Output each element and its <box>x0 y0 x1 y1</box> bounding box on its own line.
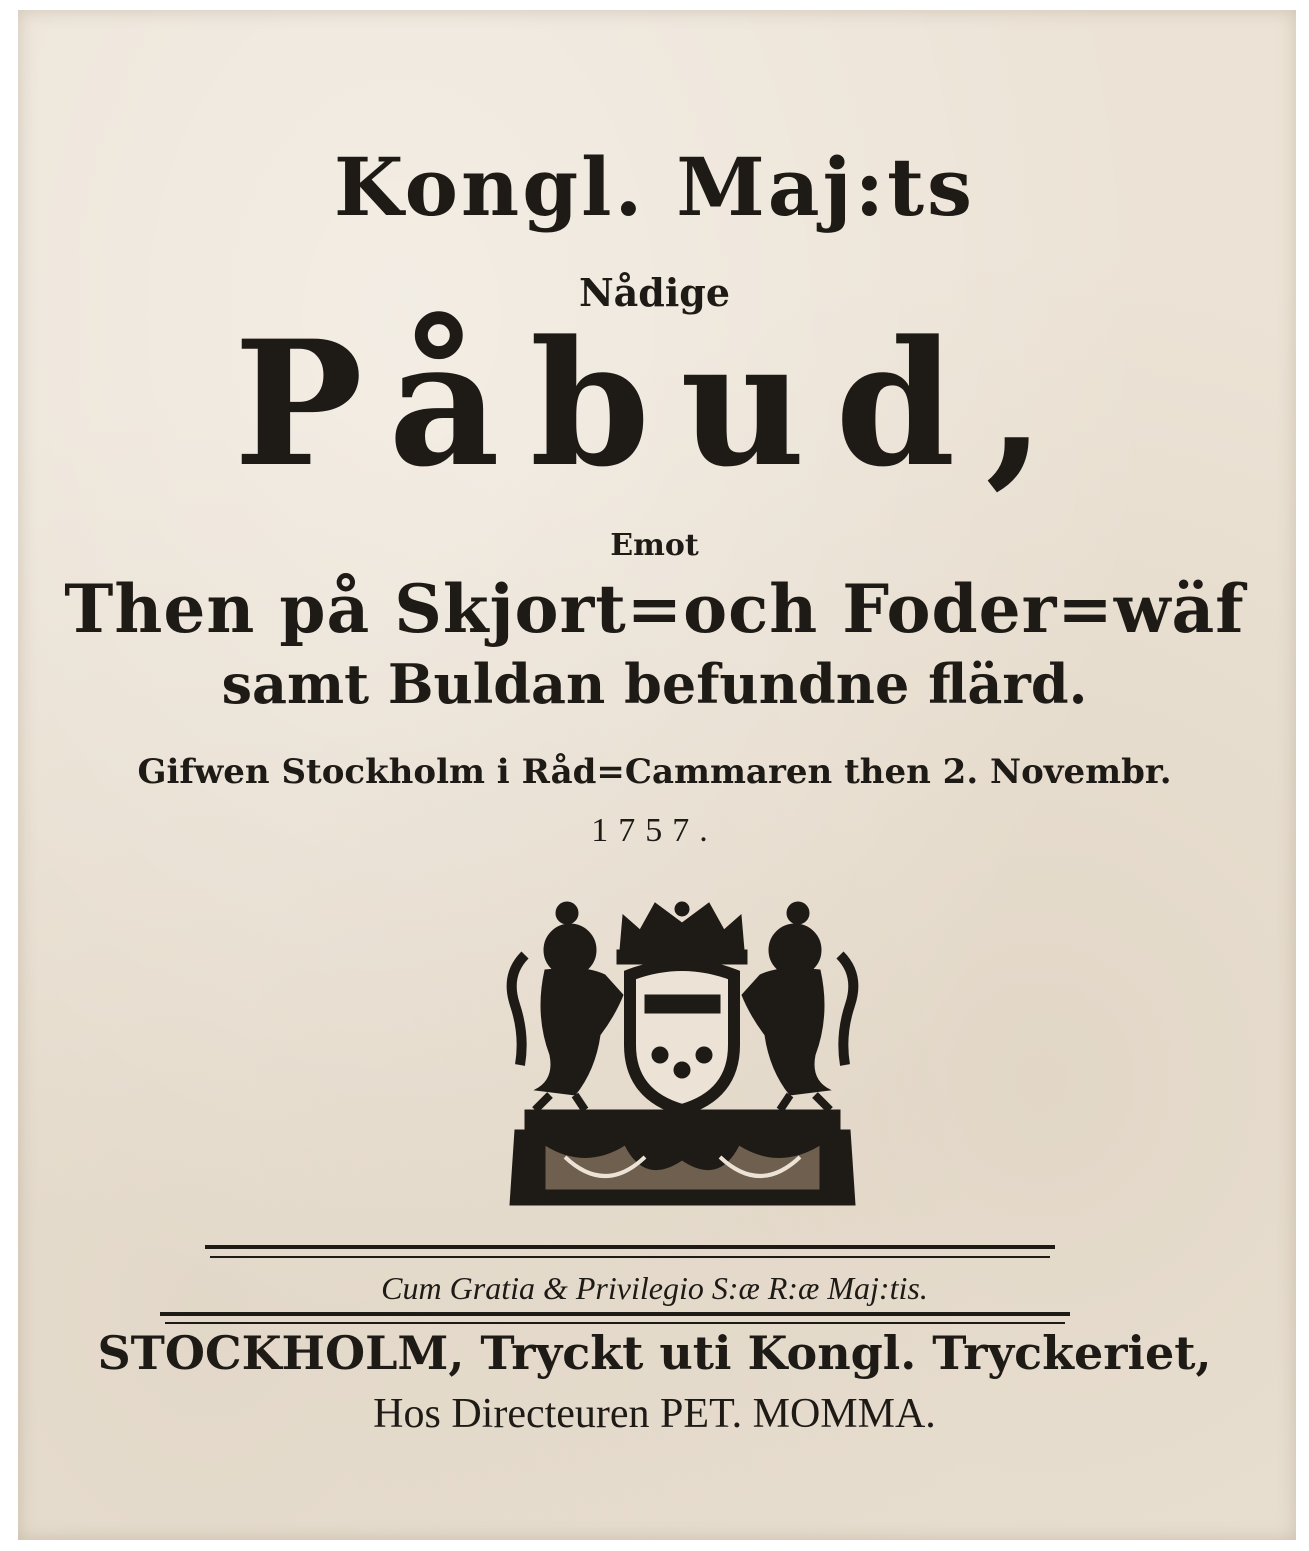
subtitle-skjort-foder: Then på Skjort=och Foder=wäf <box>64 570 1245 648</box>
subtitle-buldan: samt Buldan befundne flärd. <box>221 652 1088 716</box>
title-kongl-majts: Kongl. Maj:ts <box>333 140 976 234</box>
imprint-line-2: Hos Directeuren PET. MOMMA. <box>373 1391 936 1437</box>
subtitle-emot: Emot <box>610 528 699 563</box>
divider-bottom-thin <box>165 1322 1065 1324</box>
imprint-line-1: STOCKHOLM, Tryckt uti Kongl. Tryckeriet, <box>97 1326 1212 1380</box>
divider-top <box>205 1245 1055 1249</box>
year-line: 1757. <box>591 812 718 849</box>
title-pabud: Påbud, <box>233 302 1076 505</box>
title-nadige: Nådige <box>578 270 731 315</box>
divider-bottom <box>160 1312 1070 1316</box>
coat-of-arms-icon <box>505 895 860 1210</box>
privilege-line: Cum Gratia & Privilegio S:æ R:æ Maj:tis. <box>381 1270 928 1306</box>
date-line: Gifwen Stockholm i Råd=Cammaren then 2. Novembr. <box>137 752 1172 792</box>
divider-top-thin <box>210 1256 1050 1258</box>
